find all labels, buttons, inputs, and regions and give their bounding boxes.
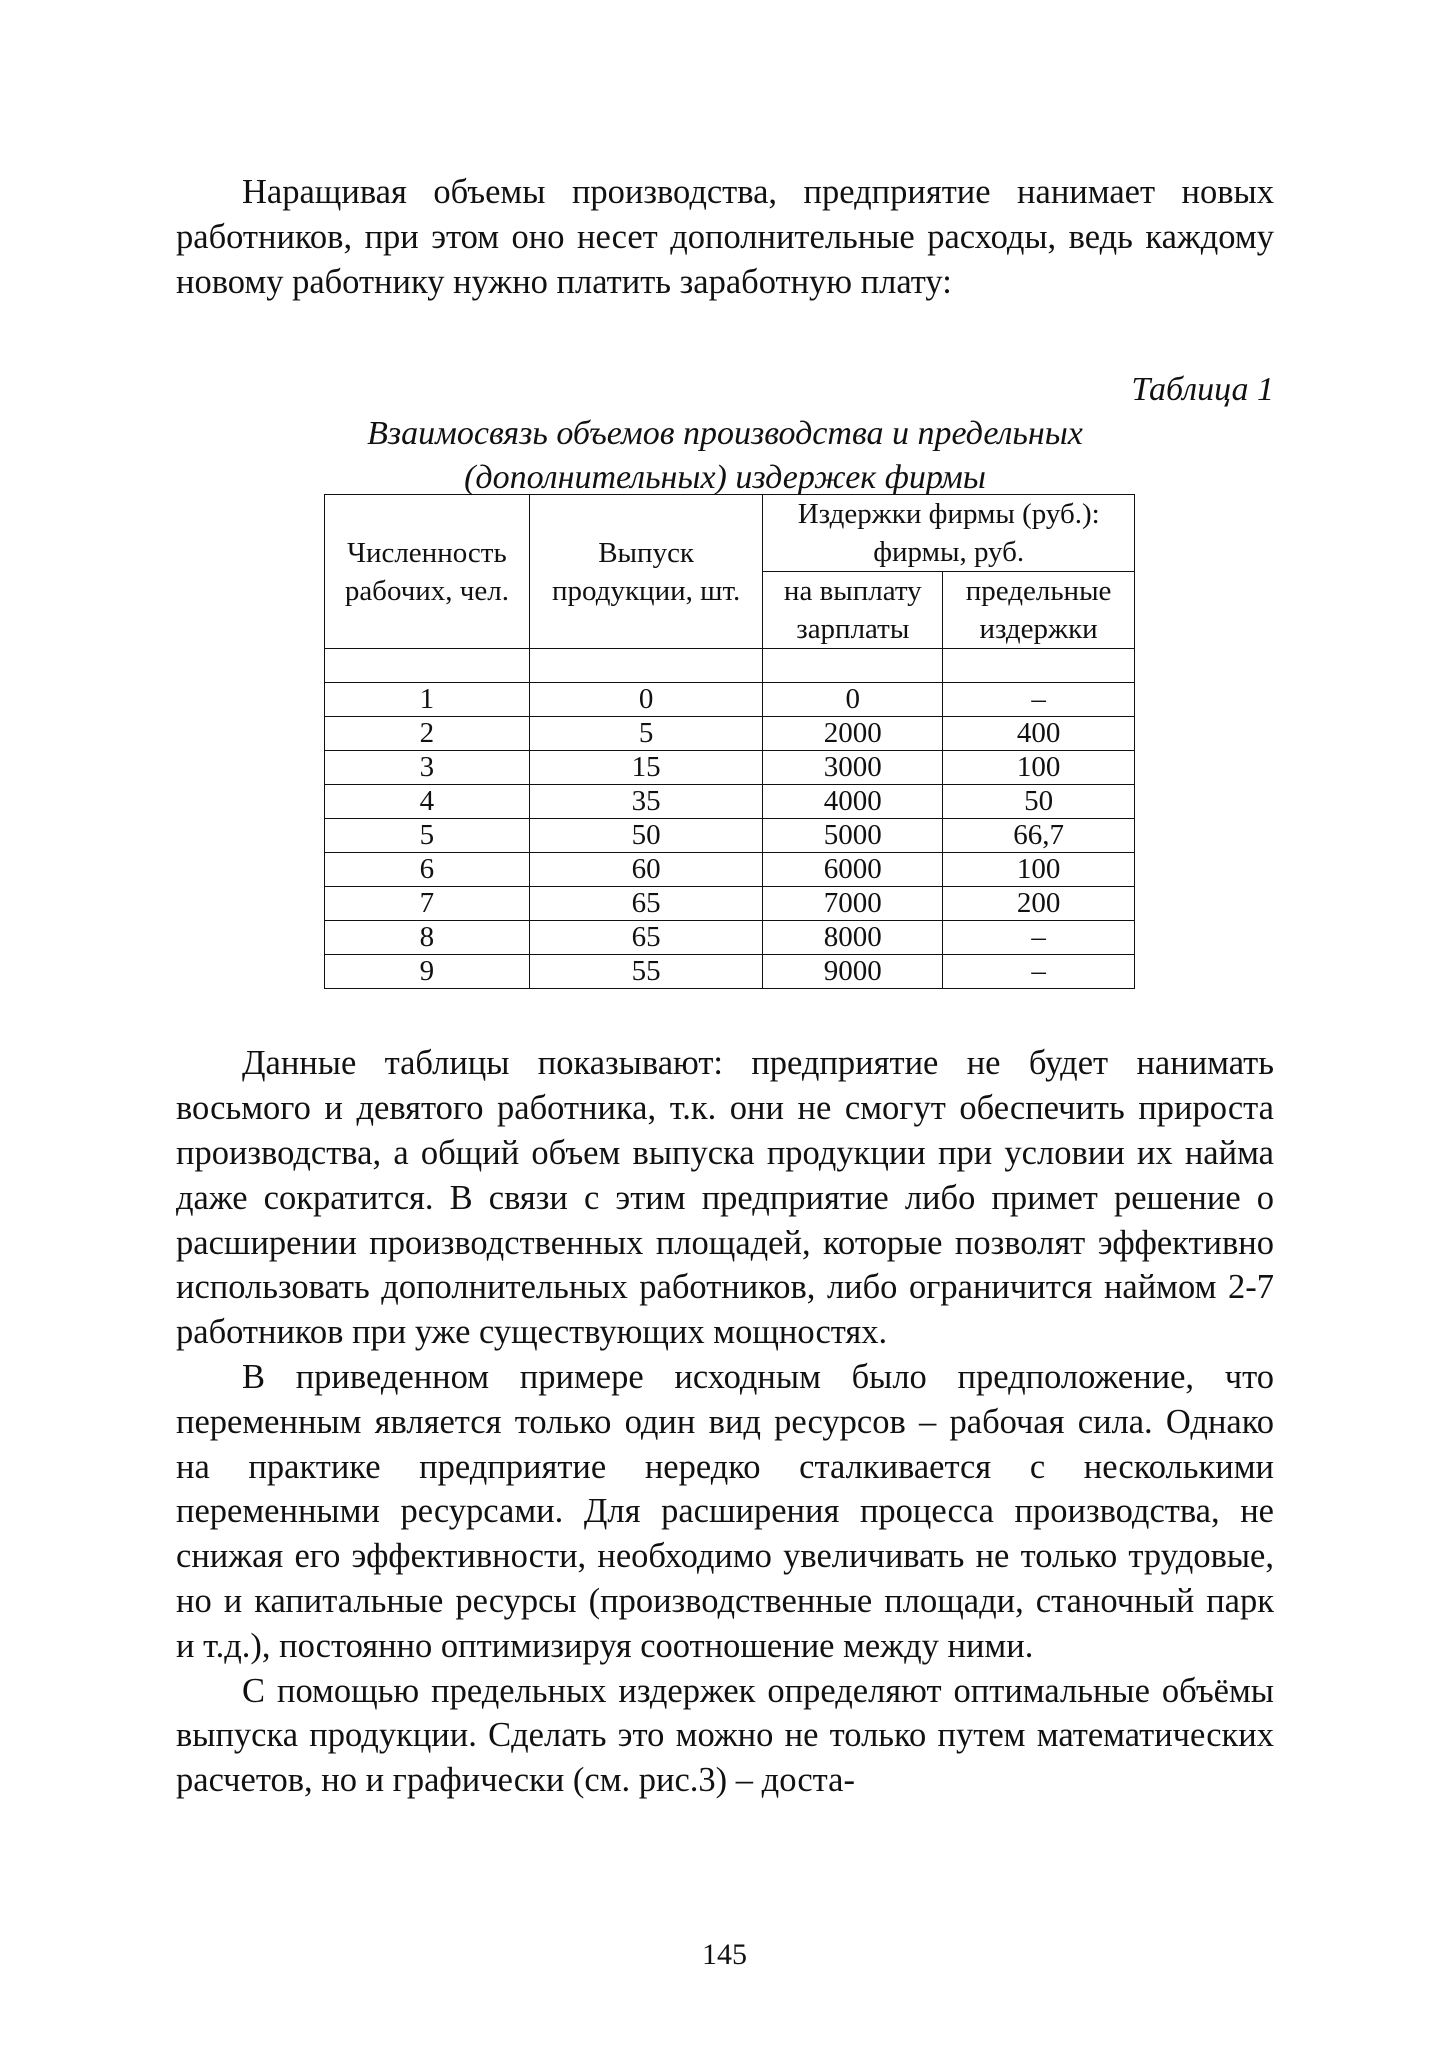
cell-output: 5 xyxy=(529,717,763,751)
table-row xyxy=(325,853,1135,887)
header-output: Выпуск продукции, шт. xyxy=(529,495,763,649)
header-marginal: предельные издержки xyxy=(943,572,1135,649)
table-row xyxy=(325,819,1135,853)
cell-output: 65 xyxy=(529,921,763,955)
separator-cell xyxy=(325,649,530,683)
cell-workers: 8 xyxy=(325,921,530,955)
cell-workers: 6 xyxy=(325,853,530,887)
paragraph: С помощью предельных издержек определяют оптимальные объёмы выпуска продукции. Сделать это можно не только путем математических расчетов, но и графически (см. рис.3) – доста- xyxy=(176,1671,1274,1800)
cell-wages: 8000 xyxy=(763,921,943,955)
cell-marginal: – xyxy=(943,921,1135,955)
header-wages: на выплату зарплаты xyxy=(763,572,943,649)
table-number: Таблица 1 xyxy=(1131,371,1274,409)
header-costs-group: Издержки фирмы (руб.): фирмы, руб. xyxy=(763,495,1135,572)
cell-output: 60 xyxy=(529,853,763,887)
cell-marginal: – xyxy=(943,955,1135,989)
table-row xyxy=(325,887,1135,921)
header-workers: Численность рабочих, чел. xyxy=(325,495,530,649)
separator-cell xyxy=(763,649,943,683)
cell-marginal: 100 xyxy=(943,853,1135,887)
table-row xyxy=(325,683,1135,717)
separator-cell xyxy=(529,649,763,683)
cell-workers: 5 xyxy=(325,819,530,853)
cell-workers: 3 xyxy=(325,751,530,785)
paragraph: В приведенном примере исходным было предположение, что переменным является только один вид ресурсов – рабочая сила. Однако на практике предприятие нередко сталкивается с несколькими переменными ресурсами. Для расширения процесса производства, не снижая его эффективности, необходимо увеличивать не только трудовые, но и капитальные ресурсы (производственные площади, станочный парк и т.д.), постоянно оптимизируя соотношение между ними. xyxy=(176,1357,1274,1665)
cell-workers: 1 xyxy=(325,683,530,717)
paragraph: Данные таблицы показывают: предприятие не будет нанимать восьмого и девятого работника, т.к. они не смогут обеспечить прироста производства, а общий объем выпуска продукции при условии их найма даже сократится. В связи с этим предприятие либо примет решение о расширении производственных площадей, которые позволят эффективно использовать дополнительных работников, либо ограничится наймом 2-7 работников при уже существующих мощностях. xyxy=(176,1044,1274,1352)
cell-marginal: – xyxy=(943,683,1135,717)
header-separator-row xyxy=(325,649,1135,683)
cell-marginal: 400 xyxy=(943,717,1135,751)
cell-output: 50 xyxy=(529,819,763,853)
cell-output: 65 xyxy=(529,887,763,921)
table-row xyxy=(325,751,1135,785)
cell-marginal: 100 xyxy=(943,751,1135,785)
cell-wages: 3000 xyxy=(763,751,943,785)
intro-paragraph: Наращивая объемы производства, предприятие нанимает новых работников, при этом оно несет дополнительные расходы, ведь каждому новому работнику нужно платить заработную плату: xyxy=(176,173,1274,301)
cell-workers: 9 xyxy=(325,955,530,989)
cell-wages: 2000 xyxy=(763,717,943,751)
cell-output: 55 xyxy=(529,955,763,989)
table-row xyxy=(325,785,1135,819)
cell-wages: 4000 xyxy=(763,785,943,819)
cell-wages: 9000 xyxy=(763,955,943,989)
cell-marginal: 200 xyxy=(943,887,1135,921)
body-text xyxy=(176,1041,1274,1803)
cell-marginal: 50 xyxy=(943,785,1135,819)
cell-wages: 5000 xyxy=(763,819,943,853)
cell-marginal: 66,7 xyxy=(943,819,1135,853)
cell-workers: 2 xyxy=(325,717,530,751)
page-body xyxy=(176,170,1274,1803)
cell-output: 15 xyxy=(529,751,763,785)
table-title-line-2: (дополнительных) издержек фирмы xyxy=(464,459,986,497)
cell-workers: 7 xyxy=(325,887,530,921)
table-row xyxy=(325,921,1135,955)
cell-wages: 0 xyxy=(763,683,943,717)
cell-workers: 4 xyxy=(325,785,530,819)
cell-wages: 7000 xyxy=(763,887,943,921)
table-row xyxy=(325,717,1135,751)
page-number: 145 xyxy=(702,1938,747,1971)
cell-wages: 6000 xyxy=(763,853,943,887)
cell-output: 35 xyxy=(529,785,763,819)
table-body xyxy=(325,649,1135,989)
table-title-line-1: Взаимосвязь объемов производства и предельных xyxy=(367,415,1083,453)
cell-output: 0 xyxy=(529,683,763,717)
table-row xyxy=(325,955,1135,989)
data-table xyxy=(324,494,1135,989)
separator-cell xyxy=(943,649,1135,683)
